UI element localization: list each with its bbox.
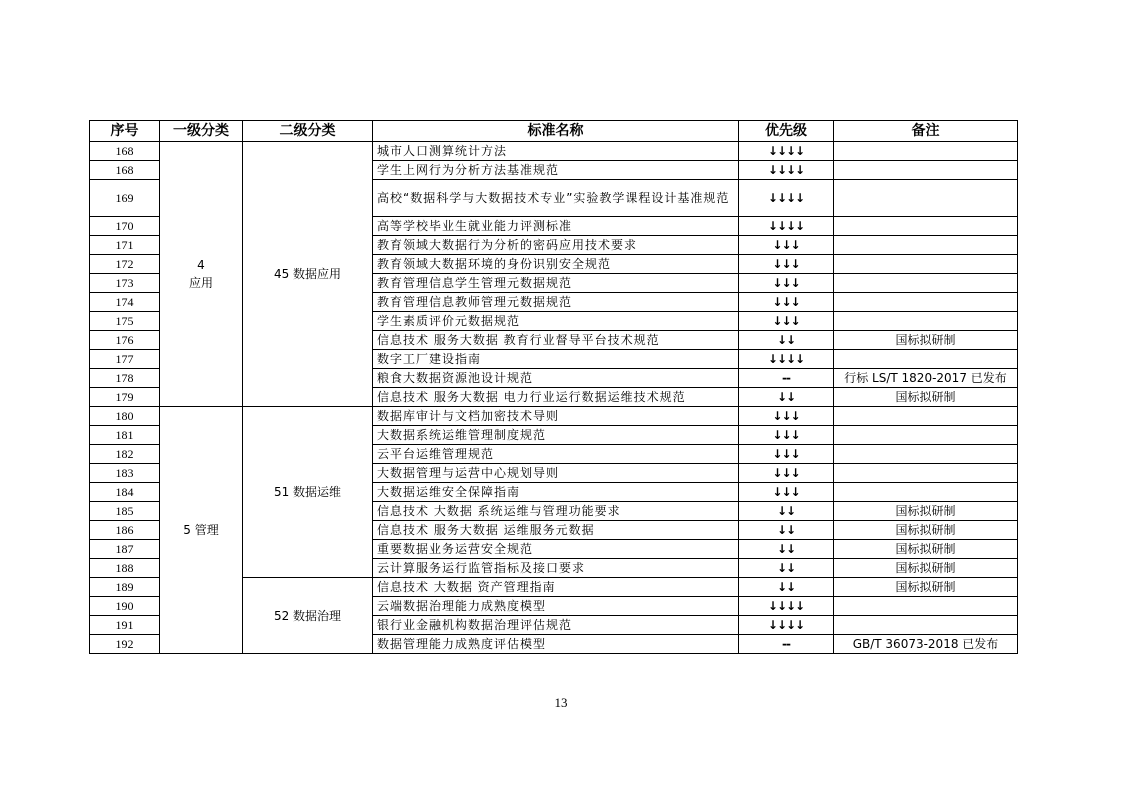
priority-cell: ↓↓↓: [739, 445, 834, 464]
seq-cell: 171: [90, 236, 160, 255]
name-cell: 粮食大数据资源池设计规范: [373, 369, 739, 388]
name-cell: 数据管理能力成熟度评估模型: [373, 635, 739, 654]
seq-cell: 186: [90, 521, 160, 540]
table-row: [90, 407, 1018, 426]
remark-cell: [834, 445, 1018, 464]
remark-cell: 国标拟研制: [834, 578, 1018, 597]
seq-cell: 174: [90, 293, 160, 312]
seq-cell: 184: [90, 483, 160, 502]
remark-cell: [834, 483, 1018, 502]
table-header-row: [90, 121, 1018, 142]
priority-cell: ↓↓↓: [739, 464, 834, 483]
name-cell: 信息技术 服务大数据 教育行业督导平台技术规范: [373, 331, 739, 350]
priority-cell: ↓↓: [739, 388, 834, 407]
priority-cell: ↓↓: [739, 540, 834, 559]
remark-cell: 国标拟研制: [834, 540, 1018, 559]
name-cell: 信息技术 服务大数据 运维服务元数据: [373, 521, 739, 540]
priority-cell: ↓↓: [739, 578, 834, 597]
seq-cell: 180: [90, 407, 160, 426]
priority-cell: ↓↓↓: [739, 483, 834, 502]
level1-app-label: 4 应用: [188, 258, 213, 290]
priority-cell: ↓↓↓: [739, 407, 834, 426]
name-cell: 信息技术 大数据 资产管理指南: [373, 578, 739, 597]
name-cell: 云平台运维管理规范: [373, 445, 739, 464]
priority-cell: ↓↓↓: [739, 236, 834, 255]
name-cell: 银行业金融机构数据治理评估规范: [373, 616, 739, 635]
name-cell: 数据库审计与文档加密技术导则: [373, 407, 739, 426]
level1-mgmt-cell: 5 管理: [160, 407, 243, 654]
remark-cell: [834, 464, 1018, 483]
seq-cell: 188: [90, 559, 160, 578]
priority-cell: --: [739, 369, 834, 388]
priority-cell: ↓↓: [739, 559, 834, 578]
seq-cell: 179: [90, 388, 160, 407]
name-cell: 教育领域大数据行为分析的密码应用技术要求: [373, 236, 739, 255]
remark-cell: [834, 293, 1018, 312]
seq-cell: 172: [90, 255, 160, 274]
seq-cell: 170: [90, 217, 160, 236]
level1-app-cell: [160, 142, 243, 407]
seq-cell: 176: [90, 331, 160, 350]
name-cell: 大数据运维安全保障指南: [373, 483, 739, 502]
seq-cell: 177: [90, 350, 160, 369]
remark-cell: [834, 142, 1018, 161]
priority-cell: ↓↓: [739, 331, 834, 350]
remark-cell: [834, 180, 1018, 217]
remark-cell: [834, 597, 1018, 616]
remark-cell: GB/T 36073-2018 已发布: [834, 635, 1018, 654]
level2-45-cell: 45 数据应用: [243, 142, 373, 407]
header-seq: 序号: [90, 121, 160, 142]
remark-cell: 国标拟研制: [834, 388, 1018, 407]
priority-cell: ↓↓↓↓: [739, 161, 834, 180]
seq-cell: 173: [90, 274, 160, 293]
priority-cell: ↓↓↓: [739, 255, 834, 274]
seq-cell: 175: [90, 312, 160, 331]
seq-cell: 182: [90, 445, 160, 464]
header-priority: 优先级: [739, 121, 834, 142]
seq-cell: 181: [90, 426, 160, 445]
priority-cell: --: [739, 635, 834, 654]
name-cell: 教育管理信息学生管理元数据规范: [373, 274, 739, 293]
name-cell: 城市人口测算统计方法: [373, 142, 739, 161]
priority-cell: ↓↓↓↓: [739, 597, 834, 616]
name-cell: 重要数据业务运营安全规范: [373, 540, 739, 559]
header-level2: 二级分类: [243, 121, 373, 142]
priority-cell: ↓↓↓↓: [739, 616, 834, 635]
name-cell: 信息技术 大数据 系统运维与管理功能要求: [373, 502, 739, 521]
remark-cell: [834, 236, 1018, 255]
name-cell: 大数据系统运维管理制度规范: [373, 426, 739, 445]
seq-cell: 191: [90, 616, 160, 635]
priority-cell: ↓↓↓↓: [739, 142, 834, 161]
name-cell: 学生上网行为分析方法基准规范: [373, 161, 739, 180]
header-level1: 一级分类: [160, 121, 243, 142]
priority-cell: ↓↓↓↓: [739, 217, 834, 236]
remark-cell: [834, 274, 1018, 293]
name-cell: 高校“数据科学与大数据技术专业”实验教学课程设计基准规范: [373, 180, 739, 217]
seq-cell: 178: [90, 369, 160, 388]
remark-cell: [834, 161, 1018, 180]
table-row: [90, 142, 1018, 161]
remark-cell: [834, 217, 1018, 236]
name-cell: 学生素质评价元数据规范: [373, 312, 739, 331]
remark-cell: [834, 616, 1018, 635]
name-cell: 云计算服务运行监管指标及接口要求: [373, 559, 739, 578]
remark-cell: [834, 312, 1018, 331]
header-remark: 备注: [834, 121, 1018, 142]
name-cell: 教育领域大数据环境的身份识别安全规范: [373, 255, 739, 274]
name-cell: 信息技术 服务大数据 电力行业运行数据运维技术规范: [373, 388, 739, 407]
priority-cell: ↓↓↓: [739, 426, 834, 445]
priority-cell: ↓↓: [739, 521, 834, 540]
remark-cell: [834, 426, 1018, 445]
seq-cell: 192: [90, 635, 160, 654]
seq-cell: 185: [90, 502, 160, 521]
page-number: 13: [554, 695, 568, 710]
level2-52-cell: 52 数据治理: [243, 578, 373, 654]
seq-cell: 183: [90, 464, 160, 483]
remark-cell: [834, 407, 1018, 426]
priority-cell: ↓↓↓↓: [739, 180, 834, 217]
remark-cell: [834, 255, 1018, 274]
remark-cell: 国标拟研制: [834, 331, 1018, 350]
name-cell: 高等学校毕业生就业能力评测标准: [373, 217, 739, 236]
seq-cell: 168: [90, 161, 160, 180]
priority-cell: ↓↓↓↓: [739, 350, 834, 369]
name-cell: 云端数据治理能力成熟度模型: [373, 597, 739, 616]
seq-cell: 169: [90, 180, 160, 217]
name-cell: 大数据管理与运营中心规划导则: [373, 464, 739, 483]
seq-cell: 190: [90, 597, 160, 616]
header-name: 标准名称: [373, 121, 739, 142]
name-cell: 教育管理信息教师管理元数据规范: [373, 293, 739, 312]
remark-cell: 国标拟研制: [834, 521, 1018, 540]
level2-51-cell: 51 数据运维: [243, 407, 373, 578]
remark-cell: [834, 350, 1018, 369]
priority-cell: ↓↓↓: [739, 293, 834, 312]
standards-table: [89, 120, 1018, 654]
seq-cell: 189: [90, 578, 160, 597]
remark-cell: 行标 LS/T 1820-2017 已发布: [834, 369, 1018, 388]
priority-cell: ↓↓↓: [739, 274, 834, 293]
remark-cell: 国标拟研制: [834, 559, 1018, 578]
seq-cell: 168: [90, 142, 160, 161]
priority-cell: ↓↓↓: [739, 312, 834, 331]
seq-cell: 187: [90, 540, 160, 559]
remark-cell: 国标拟研制: [834, 502, 1018, 521]
name-cell: 数字工厂建设指南: [373, 350, 739, 369]
priority-cell: ↓↓: [739, 502, 834, 521]
